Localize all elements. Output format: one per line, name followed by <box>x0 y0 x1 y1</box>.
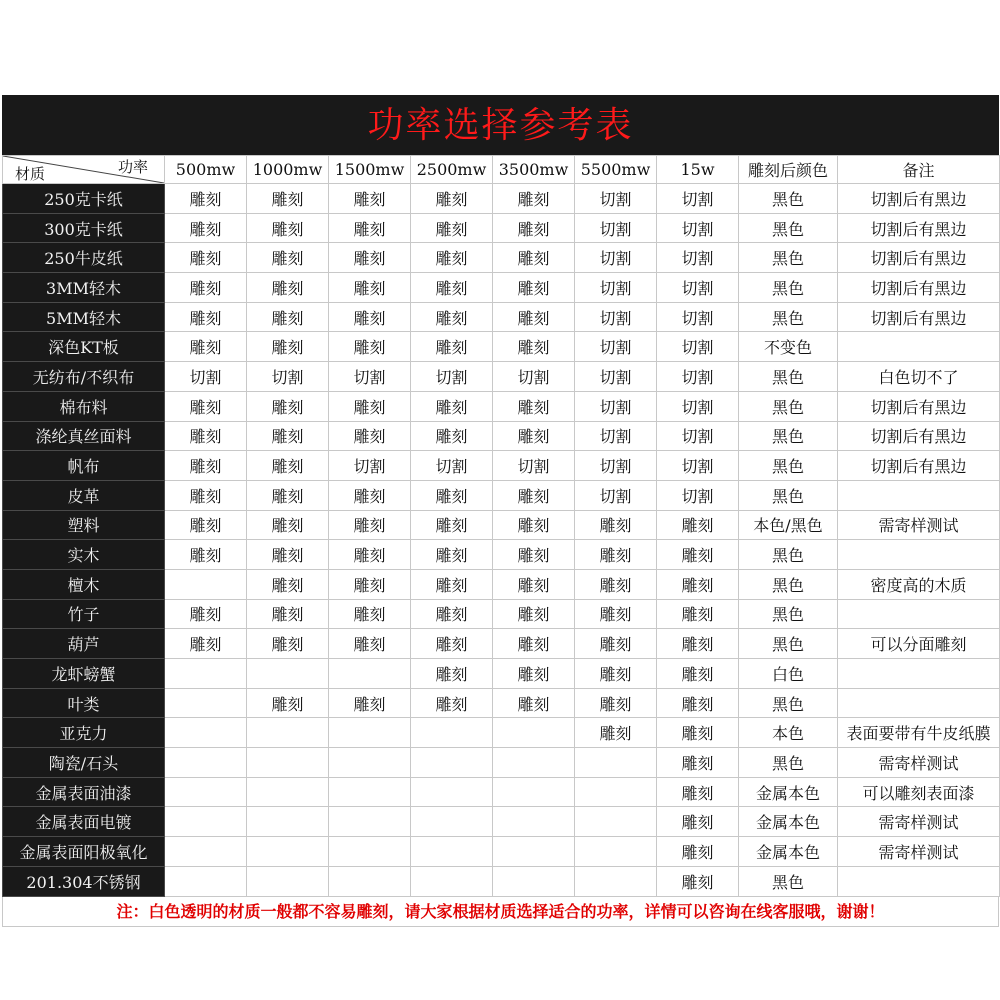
color-cell: 白色 <box>739 659 838 689</box>
power-cell: 雕刻 <box>247 599 329 629</box>
power-cell: 雕刻 <box>329 213 411 243</box>
power-cell: 雕刻 <box>247 332 329 362</box>
power-cell <box>247 866 329 896</box>
power-cell: 雕刻 <box>165 599 247 629</box>
material-cell: 龙虾螃蟹 <box>3 659 165 689</box>
table-row <box>3 184 1000 214</box>
remark-cell: 白色切不了 <box>838 362 1000 392</box>
power-cell: 雕刻 <box>657 837 739 867</box>
material-cell: 无纺布/不织布 <box>3 362 165 392</box>
power-cell: 切割 <box>657 302 739 332</box>
power-cell <box>247 718 329 748</box>
power-cell: 切割 <box>657 184 739 214</box>
power-cell: 切割 <box>329 451 411 481</box>
power-cell: 雕刻 <box>165 629 247 659</box>
power-cell: 切割 <box>493 451 575 481</box>
power-cell: 雕刻 <box>657 540 739 570</box>
power-cell: 雕刻 <box>329 510 411 540</box>
power-cell: 切割 <box>165 362 247 392</box>
power-cell <box>165 688 247 718</box>
power-cell: 切割 <box>575 391 657 421</box>
color-cell: 黑色 <box>739 184 838 214</box>
color-cell: 金属本色 <box>739 807 838 837</box>
remark-cell <box>838 332 1000 362</box>
power-cell: 雕刻 <box>493 302 575 332</box>
power-cell <box>575 777 657 807</box>
power-cell: 切割 <box>493 362 575 392</box>
remark-cell <box>838 659 1000 689</box>
power-cell: 切割 <box>575 243 657 273</box>
power-cell: 雕刻 <box>411 273 493 303</box>
power-cell: 雕刻 <box>493 273 575 303</box>
remark-cell: 表面要带有牛皮纸膜 <box>838 718 1000 748</box>
power-cell <box>329 659 411 689</box>
power-cell: 雕刻 <box>411 332 493 362</box>
power-cell: 雕刻 <box>493 540 575 570</box>
power-cell <box>493 866 575 896</box>
remark-cell <box>838 866 1000 896</box>
power-cell: 雕刻 <box>493 569 575 599</box>
power-cell: 切割 <box>657 213 739 243</box>
material-cell: 深色KT板 <box>3 332 165 362</box>
power-cell <box>247 659 329 689</box>
power-cell: 雕刻 <box>411 213 493 243</box>
power-cell: 雕刻 <box>247 510 329 540</box>
color-cell: 黑色 <box>739 302 838 332</box>
power-cell: 雕刻 <box>165 213 247 243</box>
table-row <box>3 302 1000 332</box>
power-cell <box>165 569 247 599</box>
power-cell <box>165 718 247 748</box>
table-row <box>3 659 1000 689</box>
table-row <box>3 362 1000 392</box>
header-500mw: 500mw <box>165 156 247 184</box>
power-cell: 切割 <box>657 362 739 392</box>
remark-cell <box>838 540 1000 570</box>
power-cell: 雕刻 <box>247 213 329 243</box>
remark-cell: 切割后有黑边 <box>838 302 1000 332</box>
remark-cell: 切割后有黑边 <box>838 451 1000 481</box>
power-cell: 雕刻 <box>411 540 493 570</box>
header-5500mw: 5500mw <box>575 156 657 184</box>
power-cell <box>329 748 411 778</box>
table-row <box>3 243 1000 273</box>
power-cell <box>165 837 247 867</box>
power-cell: 雕刻 <box>575 629 657 659</box>
power-cell <box>493 777 575 807</box>
power-cell: 雕刻 <box>411 510 493 540</box>
power-cell: 雕刻 <box>165 391 247 421</box>
material-cell: 5MM轻木 <box>3 302 165 332</box>
power-cell <box>165 777 247 807</box>
power-cell <box>247 748 329 778</box>
header-3500mw: 3500mw <box>493 156 575 184</box>
power-cell: 雕刻 <box>575 659 657 689</box>
color-cell: 黑色 <box>739 391 838 421</box>
power-cell: 雕刻 <box>657 718 739 748</box>
power-cell: 切割 <box>657 332 739 362</box>
power-cell: 雕刻 <box>411 569 493 599</box>
header-1500mw: 1500mw <box>329 156 411 184</box>
material-cell: 竹子 <box>3 599 165 629</box>
remark-cell: 可以雕刻表面漆 <box>838 777 1000 807</box>
material-cell: 201.304不锈钢 <box>3 866 165 896</box>
table-row <box>3 629 1000 659</box>
power-cell: 切割 <box>575 332 657 362</box>
power-cell: 雕刻 <box>493 688 575 718</box>
table-row <box>3 688 1000 718</box>
power-cell <box>329 718 411 748</box>
color-cell: 金属本色 <box>739 837 838 867</box>
power-cell <box>165 866 247 896</box>
material-cell: 叶类 <box>3 688 165 718</box>
power-reference-sheet <box>2 95 999 927</box>
power-cell: 雕刻 <box>411 184 493 214</box>
power-cell: 雕刻 <box>411 302 493 332</box>
power-cell <box>165 748 247 778</box>
power-cell: 雕刻 <box>575 510 657 540</box>
power-cell <box>575 748 657 778</box>
power-cell <box>411 837 493 867</box>
power-cell: 雕刻 <box>411 391 493 421</box>
power-cell: 雕刻 <box>411 599 493 629</box>
table-row <box>3 718 1000 748</box>
material-cell: 亚克力 <box>3 718 165 748</box>
power-cell: 雕刻 <box>247 451 329 481</box>
remark-cell: 需寄样测试 <box>838 510 1000 540</box>
power-cell: 雕刻 <box>247 184 329 214</box>
color-cell: 黑色 <box>739 243 838 273</box>
remark-cell: 切割后有黑边 <box>838 421 1000 451</box>
color-cell: 黑色 <box>739 273 838 303</box>
power-cell: 雕刻 <box>329 569 411 599</box>
power-cell: 雕刻 <box>657 659 739 689</box>
header-2500mw: 2500mw <box>411 156 493 184</box>
table-row <box>3 807 1000 837</box>
table-row <box>3 540 1000 570</box>
power-cell <box>411 807 493 837</box>
power-cell: 雕刻 <box>165 273 247 303</box>
color-cell: 不变色 <box>739 332 838 362</box>
power-cell: 雕刻 <box>165 332 247 362</box>
power-cell: 雕刻 <box>493 510 575 540</box>
color-cell: 黑色 <box>739 748 838 778</box>
power-cell: 雕刻 <box>575 599 657 629</box>
power-cell: 切割 <box>411 362 493 392</box>
power-cell <box>411 718 493 748</box>
power-cell <box>493 718 575 748</box>
power-cell: 雕刻 <box>247 480 329 510</box>
table-row <box>3 777 1000 807</box>
remark-cell <box>838 480 1000 510</box>
power-cell: 雕刻 <box>657 510 739 540</box>
power-cell <box>247 807 329 837</box>
table-row <box>3 480 1000 510</box>
power-cell <box>329 837 411 867</box>
material-cell: 皮革 <box>3 480 165 510</box>
power-cell: 切割 <box>657 243 739 273</box>
power-cell: 雕刻 <box>575 569 657 599</box>
corner-material-label: 材质 <box>15 165 46 183</box>
material-cell: 金属表面油漆 <box>3 777 165 807</box>
power-cell: 雕刻 <box>329 302 411 332</box>
power-cell: 雕刻 <box>657 569 739 599</box>
table-row <box>3 599 1000 629</box>
power-cell: 雕刻 <box>657 748 739 778</box>
power-cell: 切割 <box>657 421 739 451</box>
table-row <box>3 569 1000 599</box>
power-cell: 切割 <box>657 273 739 303</box>
power-cell: 雕刻 <box>411 659 493 689</box>
footnote: 注：白色透明的材质一般都不容易雕刻，请大家根据材质选择适合的功率，详情可以咨询在线客服哦，谢谢！ <box>2 897 999 927</box>
power-cell: 雕刻 <box>493 480 575 510</box>
power-cell: 切割 <box>575 302 657 332</box>
material-cell: 棉布料 <box>3 391 165 421</box>
power-cell <box>575 866 657 896</box>
power-cell: 雕刻 <box>411 629 493 659</box>
power-cell: 雕刻 <box>493 243 575 273</box>
header-color-after: 雕刻后颜色 <box>739 156 838 184</box>
color-cell: 黑色 <box>739 213 838 243</box>
power-cell: 雕刻 <box>165 184 247 214</box>
power-table <box>2 155 1000 897</box>
color-cell: 黑色 <box>739 629 838 659</box>
power-cell: 雕刻 <box>247 688 329 718</box>
color-cell: 本色/黑色 <box>739 510 838 540</box>
power-cell: 雕刻 <box>329 540 411 570</box>
material-cell: 葫芦 <box>3 629 165 659</box>
color-cell: 黑色 <box>739 480 838 510</box>
power-cell: 雕刻 <box>493 629 575 659</box>
power-cell: 雕刻 <box>247 540 329 570</box>
power-cell: 雕刻 <box>165 540 247 570</box>
power-cell: 雕刻 <box>657 807 739 837</box>
power-cell: 切割 <box>657 480 739 510</box>
color-cell: 本色 <box>739 718 838 748</box>
table-row <box>3 391 1000 421</box>
power-cell: 雕刻 <box>247 391 329 421</box>
table-row <box>3 213 1000 243</box>
remark-cell: 切割后有黑边 <box>838 213 1000 243</box>
material-cell: 陶瓷/石头 <box>3 748 165 778</box>
power-cell: 雕刻 <box>657 866 739 896</box>
table-body <box>3 184 1000 897</box>
power-cell <box>575 807 657 837</box>
power-cell <box>493 807 575 837</box>
power-cell: 雕刻 <box>329 629 411 659</box>
color-cell: 黑色 <box>739 421 838 451</box>
header-15w: 15w <box>657 156 739 184</box>
remark-cell: 切割后有黑边 <box>838 273 1000 303</box>
remark-cell: 可以分面雕刻 <box>838 629 1000 659</box>
power-cell: 雕刻 <box>165 243 247 273</box>
power-cell: 雕刻 <box>493 421 575 451</box>
power-cell: 雕刻 <box>247 302 329 332</box>
remark-cell: 切割后有黑边 <box>838 243 1000 273</box>
remark-cell: 切割后有黑边 <box>838 391 1000 421</box>
corner-power-label: 功率 <box>117 158 148 176</box>
header-remarks: 备注 <box>838 156 1000 184</box>
power-cell: 雕刻 <box>493 184 575 214</box>
power-cell: 雕刻 <box>329 273 411 303</box>
material-cell: 300克卡纸 <box>3 213 165 243</box>
power-cell: 雕刻 <box>329 480 411 510</box>
power-cell: 雕刻 <box>411 243 493 273</box>
page-title: 功率选择参考表 <box>2 95 999 155</box>
power-cell: 雕刻 <box>411 421 493 451</box>
power-cell <box>329 866 411 896</box>
table-row <box>3 748 1000 778</box>
remark-cell <box>838 688 1000 718</box>
power-cell: 雕刻 <box>575 540 657 570</box>
power-cell <box>575 837 657 867</box>
power-cell <box>329 807 411 837</box>
table-row <box>3 273 1000 303</box>
color-cell: 黑色 <box>739 451 838 481</box>
power-cell: 切割 <box>575 184 657 214</box>
power-cell: 雕刻 <box>657 688 739 718</box>
remark-cell: 需寄样测试 <box>838 748 1000 778</box>
power-cell: 雕刻 <box>165 302 247 332</box>
header-row <box>3 156 1000 184</box>
table-row <box>3 866 1000 896</box>
power-cell: 雕刻 <box>165 510 247 540</box>
power-cell: 雕刻 <box>165 421 247 451</box>
power-cell: 雕刻 <box>493 391 575 421</box>
power-cell: 切割 <box>575 362 657 392</box>
material-cell: 金属表面阳极氧化 <box>3 837 165 867</box>
material-cell: 檀木 <box>3 569 165 599</box>
power-cell: 切割 <box>247 362 329 392</box>
material-cell: 涤纶真丝面料 <box>3 421 165 451</box>
power-cell: 雕刻 <box>411 688 493 718</box>
material-cell: 250牛皮纸 <box>3 243 165 273</box>
power-cell: 雕刻 <box>493 213 575 243</box>
header-1000mw: 1000mw <box>247 156 329 184</box>
power-cell: 切割 <box>411 451 493 481</box>
power-cell: 雕刻 <box>575 718 657 748</box>
table-row <box>3 510 1000 540</box>
power-cell: 雕刻 <box>329 599 411 629</box>
power-cell: 切割 <box>575 213 657 243</box>
material-cell: 250克卡纸 <box>3 184 165 214</box>
color-cell: 黑色 <box>739 569 838 599</box>
power-cell <box>247 777 329 807</box>
table-row <box>3 451 1000 481</box>
material-cell: 塑料 <box>3 510 165 540</box>
power-cell: 雕刻 <box>493 659 575 689</box>
power-cell <box>329 777 411 807</box>
power-cell <box>493 837 575 867</box>
power-cell: 雕刻 <box>657 777 739 807</box>
power-cell <box>411 777 493 807</box>
power-cell: 切割 <box>575 451 657 481</box>
table-row <box>3 837 1000 867</box>
power-cell: 切割 <box>657 391 739 421</box>
power-cell: 雕刻 <box>493 599 575 629</box>
power-cell: 雕刻 <box>329 332 411 362</box>
power-cell: 切割 <box>575 480 657 510</box>
power-cell: 雕刻 <box>329 184 411 214</box>
material-cell: 金属表面电镀 <box>3 807 165 837</box>
power-cell: 雕刻 <box>247 421 329 451</box>
remark-cell: 需寄样测试 <box>838 837 1000 867</box>
power-cell: 雕刻 <box>411 480 493 510</box>
remark-cell: 密度高的木质 <box>838 569 1000 599</box>
remark-cell <box>838 599 1000 629</box>
power-cell: 雕刻 <box>329 421 411 451</box>
power-cell: 雕刻 <box>165 451 247 481</box>
power-cell: 切割 <box>657 451 739 481</box>
power-cell <box>247 837 329 867</box>
power-cell <box>411 748 493 778</box>
material-cell: 3MM轻木 <box>3 273 165 303</box>
power-cell: 雕刻 <box>493 332 575 362</box>
color-cell: 黑色 <box>739 599 838 629</box>
power-cell: 雕刻 <box>247 273 329 303</box>
color-cell: 金属本色 <box>739 777 838 807</box>
power-cell: 雕刻 <box>247 569 329 599</box>
color-cell: 黑色 <box>739 688 838 718</box>
power-cell: 雕刻 <box>247 243 329 273</box>
color-cell: 黑色 <box>739 362 838 392</box>
power-cell: 雕刻 <box>575 688 657 718</box>
power-cell: 雕刻 <box>657 599 739 629</box>
color-cell: 黑色 <box>739 540 838 570</box>
remark-cell: 切割后有黑边 <box>838 184 1000 214</box>
material-cell: 帆布 <box>3 451 165 481</box>
table-row <box>3 332 1000 362</box>
power-cell: 雕刻 <box>165 480 247 510</box>
power-cell <box>411 866 493 896</box>
power-cell: 雕刻 <box>329 391 411 421</box>
power-cell: 切割 <box>329 362 411 392</box>
power-cell: 雕刻 <box>329 243 411 273</box>
power-cell <box>165 807 247 837</box>
power-cell: 雕刻 <box>657 629 739 659</box>
power-cell <box>165 659 247 689</box>
material-cell: 实木 <box>3 540 165 570</box>
color-cell: 黑色 <box>739 866 838 896</box>
power-cell: 切割 <box>575 421 657 451</box>
power-cell: 切割 <box>575 273 657 303</box>
table-row <box>3 421 1000 451</box>
power-cell: 雕刻 <box>329 688 411 718</box>
remark-cell: 需寄样测试 <box>838 807 1000 837</box>
corner-header <box>3 156 165 184</box>
power-cell: 雕刻 <box>247 629 329 659</box>
power-cell <box>493 748 575 778</box>
